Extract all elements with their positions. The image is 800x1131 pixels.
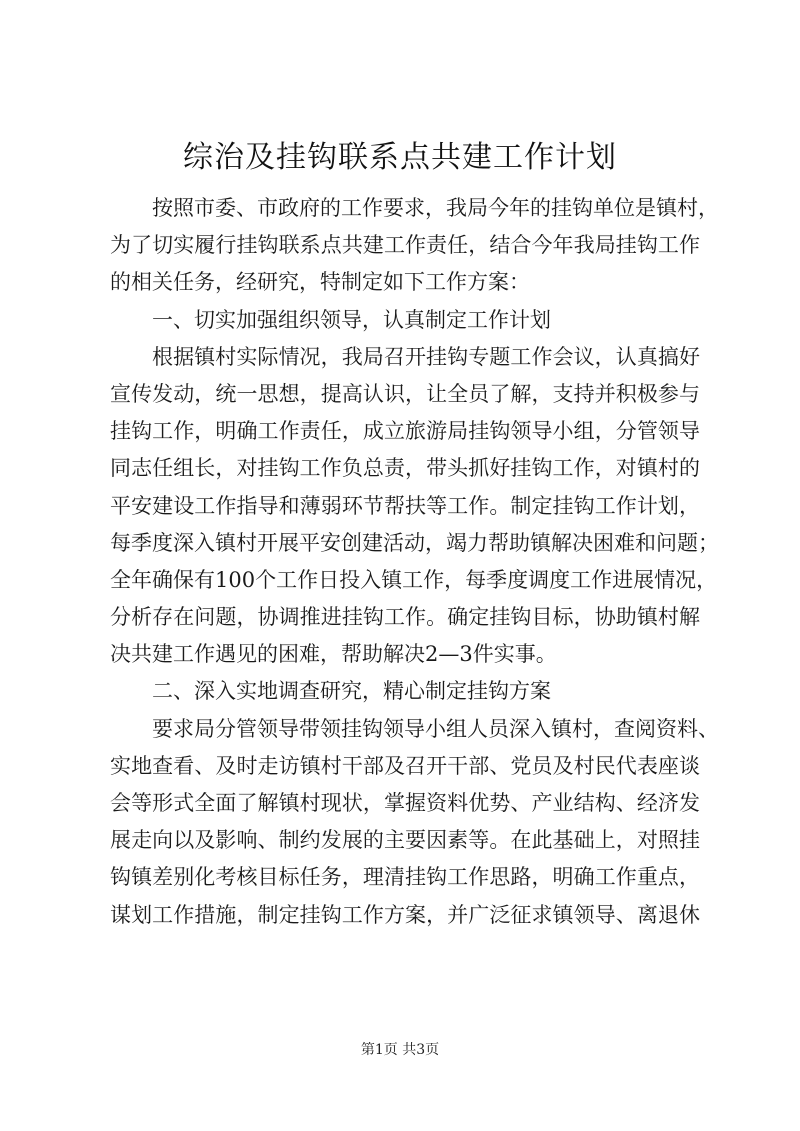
text-line: 宣传发动，统一思想，提高认识，让全员了解，支持并积极参与 bbox=[110, 381, 700, 406]
text-line: 谋划工作措施，制定挂钩工作方案，并广泛征求镇领导、离退休 bbox=[110, 902, 700, 927]
text-line: 决共建工作遇见的困难，帮助解决2—3件实事。 bbox=[110, 642, 557, 667]
text-line: 平安建设工作指导和薄弱环节帮扶等工作。制定挂钩工作计划， bbox=[110, 493, 700, 518]
text-line: 会等形式全面了解镇村现状，掌握资料优势、产业结构、经济发 bbox=[110, 791, 700, 815]
text-line: 同志任组长，对挂钩工作负总责，带头抓好挂钩工作，对镇村的 bbox=[110, 456, 700, 481]
text-line: 实地查看、及时走访镇村干部及召开干部、党员及村民代表座谈 bbox=[110, 753, 700, 778]
text-line: 根据镇村实际情况，我局召开挂钩专题工作会议，认真搞好 bbox=[152, 344, 700, 369]
text-line: 全年确保有100个工作日投入镇工作，每季度调度工作进展情况， bbox=[110, 567, 718, 592]
text-line: 挂钩工作，明确工作责任，成立旅游局挂钩领导小组，分管领导 bbox=[110, 419, 700, 444]
text-line: 二、深入实地调查研究，精心制定挂钩方案 bbox=[152, 679, 551, 704]
text-line: 一、切实加强组织领导，认真制定工作计划 bbox=[152, 307, 551, 332]
text-line: 每季度深入镇村开展平安创建活动，竭力帮助镇解决困难和问题； bbox=[110, 530, 719, 555]
text-line: 钩镇差别化考核目标任务，理清挂钩工作思路，明确工作重点， bbox=[110, 865, 700, 890]
text-line: 展走向以及影响、制约发展的主要因素等。在此基础上，对照挂 bbox=[110, 828, 700, 853]
document-body bbox=[110, 190, 719, 934]
text-line: 要求局分管领导带领挂钩领导小组人员深入镇村，查阅资料、 bbox=[152, 716, 719, 741]
text-line: 分析存在问题，协调推进挂钩工作。确定挂钩目标，协助镇村解 bbox=[110, 605, 700, 630]
text-line: 为了切实履行挂钩联系点共建工作责任，结合今年我局挂钩工作 bbox=[110, 233, 700, 258]
text-line: 的相关任务，经研究，特制定如下工作方案： bbox=[110, 270, 530, 295]
document-title: 综治及挂钩联系点共建工作计划 bbox=[183, 140, 617, 175]
text-line: 按照市委、市政府的工作要求，我局今年的挂钩单位是镇村， bbox=[152, 196, 719, 220]
page-footer: 第1页 共3页 bbox=[360, 1042, 440, 1058]
